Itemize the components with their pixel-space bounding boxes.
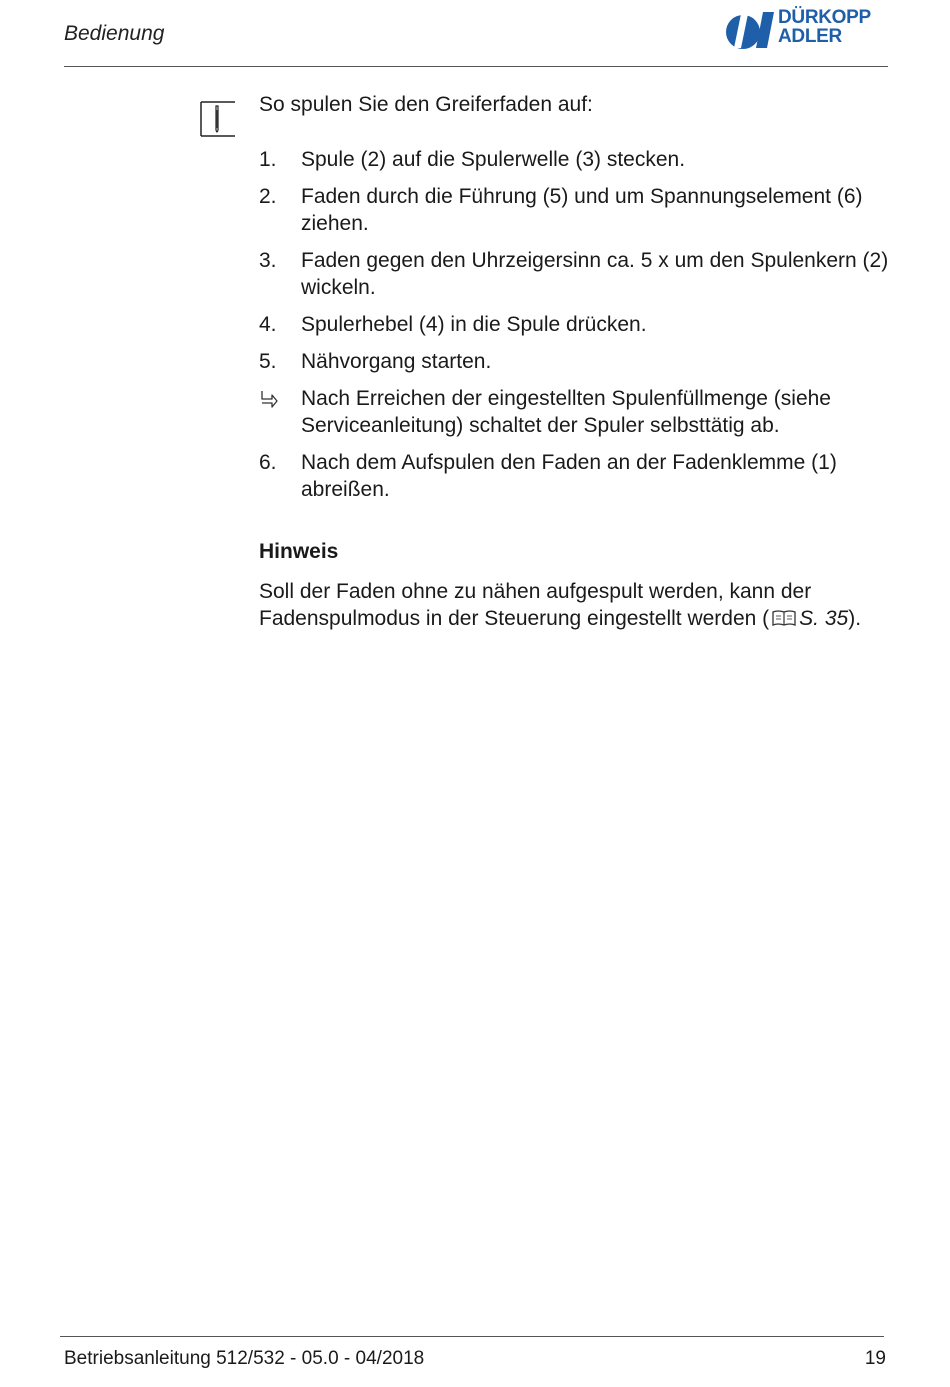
step-item <box>259 348 889 375</box>
step-text: Nähvorgang starten. <box>301 350 492 373</box>
page-number: 19 <box>864 1348 886 1369</box>
footer-document-info: Betriebsanleitung 512/532 - 05.0 - 04/2018 <box>64 1348 425 1369</box>
duerkopp-adler-logo <box>722 8 892 52</box>
logo-line-1: DÜRKOPP <box>778 7 871 28</box>
step-text: Faden durch die Führung (5) und um Spannungselement (6) ziehen. <box>301 185 863 235</box>
step-item <box>259 247 889 301</box>
step-number: 1. <box>259 148 277 171</box>
logo-line-2: ADLER <box>778 26 842 47</box>
step-number: 5. <box>259 350 277 373</box>
step-text: Spule (2) auf die Spulerwelle (3) stecken. <box>301 148 686 171</box>
step-number: 4. <box>259 313 277 336</box>
step-text: Nach dem Aufspulen den Faden an der Fadenklemme (1) abreißen. <box>301 451 837 501</box>
step-item <box>259 449 889 503</box>
result-arrow-icon <box>259 389 279 409</box>
footer-divider <box>60 1336 884 1337</box>
book-icon <box>771 609 797 627</box>
step-number: 3. <box>259 249 277 272</box>
logo-wordmark <box>778 8 871 46</box>
needle-instruction-icon <box>199 100 237 138</box>
hint-text-body: Soll der Faden ohne zu nähen aufgespult werden, kann der Fadenspulmodus in der Steuerung eingestellt werden ( <box>259 580 812 630</box>
intro-text: So spulen Sie den Greiferfaden auf: <box>259 93 593 116</box>
step-item <box>259 183 889 237</box>
step-item <box>259 146 889 173</box>
header-divider <box>64 66 888 67</box>
step-number: 2. <box>259 185 277 208</box>
page-reference-link[interactable]: S. 35 <box>799 607 849 630</box>
hint-text-end: ). <box>848 607 862 630</box>
step-item <box>259 311 889 338</box>
hint-text <box>259 578 899 632</box>
page-header-title: Bedienung <box>64 22 165 45</box>
duerkopp-adler-logo-mark <box>722 8 778 52</box>
step-text: Spulerhebel (4) in die Spule drücken. <box>301 313 647 336</box>
result-text: Nach Erreichen der eingestellten Spulenfüllmenge (siehe Serviceanleitung) schaltet der Spuler selbsttätig ab. <box>301 387 831 437</box>
result-item <box>259 385 889 439</box>
instruction-steps <box>259 146 889 513</box>
step-number: 6. <box>259 451 277 474</box>
step-text: Faden gegen den Uhrzeigersinn ca. 5 x um den Spulenkern (2) wickeln. <box>301 249 889 299</box>
hint-heading: Hinweis <box>259 540 339 563</box>
